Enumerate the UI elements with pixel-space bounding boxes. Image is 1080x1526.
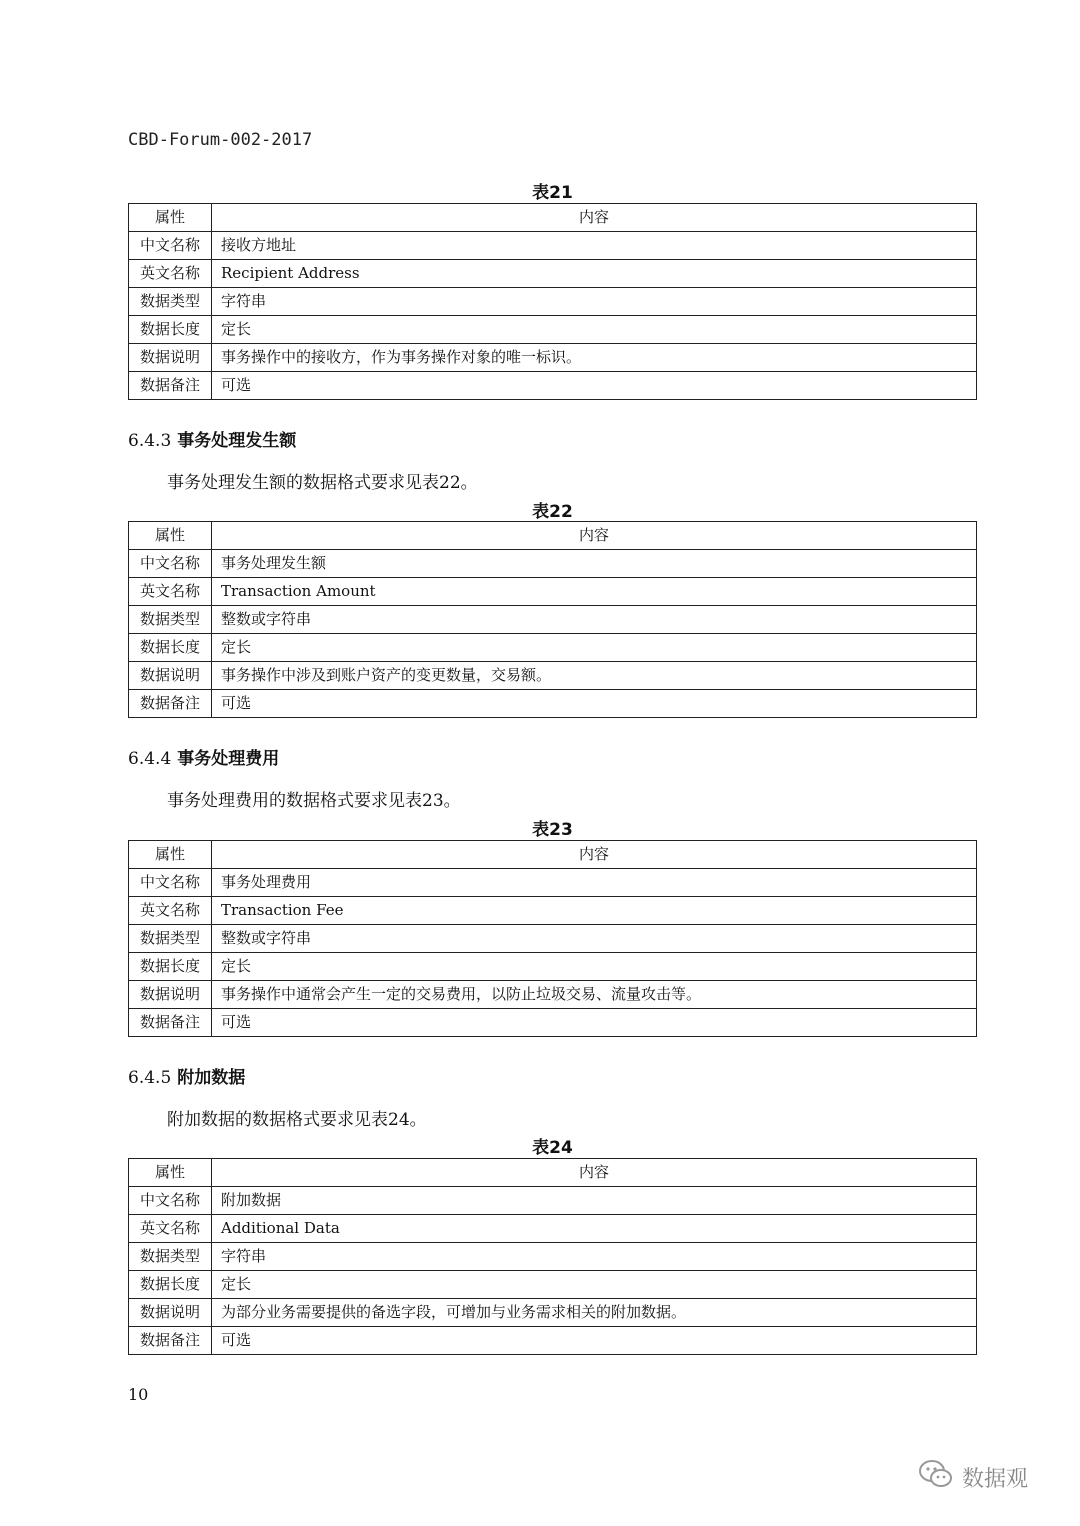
table-header-row (129, 841, 977, 869)
attr-value: 定长 (212, 316, 977, 344)
table-row (129, 1299, 977, 1327)
attr-value: 整数或字符串 (212, 606, 977, 634)
table-caption: 表21 (532, 183, 573, 203)
table-row (129, 1187, 977, 1215)
section-paragraph: 附加数据的数据格式要求见表24。 (167, 1110, 427, 1130)
table-caption: 表24 (532, 1138, 573, 1158)
attr-key: 英文名称 (129, 897, 212, 925)
table-row (129, 925, 977, 953)
attr-value: Additional Data (212, 1215, 977, 1243)
attr-key: 数据长度 (129, 316, 212, 344)
table-header-row (129, 1159, 977, 1187)
section-heading (128, 744, 279, 769)
attr-value: 接收方地址 (212, 232, 977, 260)
attr-value: 可选 (212, 372, 977, 400)
attr-key: 数据长度 (129, 634, 212, 662)
section-title: 事务处理发生额 (177, 431, 297, 451)
table-row (129, 578, 977, 606)
attr-key: 数据说明 (129, 1299, 212, 1327)
attribute-table (128, 203, 977, 400)
attr-key: 数据备注 (129, 690, 212, 718)
table-row (129, 372, 977, 400)
attr-value: 为部分业务需要提供的备选字段，可增加与业务需求相关的附加数据。 (212, 1299, 977, 1327)
attr-value: Transaction Amount (212, 578, 977, 606)
section-title: 附加数据 (177, 1068, 246, 1088)
table-row (129, 953, 977, 981)
table-row (129, 981, 977, 1009)
table-row (129, 869, 977, 897)
attr-key: 数据备注 (129, 1009, 212, 1037)
attr-value: 定长 (212, 634, 977, 662)
header-cell: 属性 (129, 522, 212, 550)
attr-key: 数据类型 (129, 288, 212, 316)
table-header-row (129, 522, 977, 550)
header-cell: 内容 (212, 522, 977, 550)
table-row (129, 260, 977, 288)
table-row (129, 232, 977, 260)
attr-value: 字符串 (212, 1243, 977, 1271)
watermark-text: 数据观 (962, 1466, 1029, 1492)
header-cell: 内容 (212, 1159, 977, 1187)
section-paragraph: 事务处理费用的数据格式要求见表23。 (167, 791, 461, 811)
attr-value: 可选 (212, 1327, 977, 1355)
attr-key: 中文名称 (129, 550, 212, 578)
section-heading (128, 1063, 245, 1088)
attr-key: 数据备注 (129, 372, 212, 400)
attribute-table (128, 840, 977, 1037)
page-number: 10 (128, 1385, 149, 1404)
table-caption: 表22 (532, 502, 573, 522)
section-number: 6.4.3 (128, 431, 172, 451)
watermark (918, 1458, 1028, 1496)
section-title: 事务处理费用 (177, 749, 280, 769)
header-cell: 属性 (129, 204, 212, 232)
table-row (129, 1009, 977, 1037)
attr-key: 数据类型 (129, 1243, 212, 1271)
attr-key: 英文名称 (129, 1215, 212, 1243)
table-row (129, 1215, 977, 1243)
table-row (129, 1271, 977, 1299)
attr-value: 可选 (212, 1009, 977, 1037)
attr-key: 数据说明 (129, 981, 212, 1009)
table-row (129, 690, 977, 718)
section-heading (128, 426, 296, 451)
attr-key: 数据类型 (129, 925, 212, 953)
attr-value: 事务处理发生额 (212, 550, 977, 578)
attr-key: 中文名称 (129, 869, 212, 897)
document-id: CBD-Forum-002-2017 (128, 130, 313, 150)
attr-value: 定长 (212, 1271, 977, 1299)
section-number: 6.4.5 (128, 1068, 172, 1088)
attr-value: 定长 (212, 953, 977, 981)
attr-value: Transaction Fee (212, 897, 977, 925)
wechat-icon (918, 1458, 954, 1496)
header-cell: 内容 (212, 204, 977, 232)
attr-key: 中文名称 (129, 232, 212, 260)
table-row (129, 662, 977, 690)
attr-value: 字符串 (212, 288, 977, 316)
attr-value: 事务操作中涉及到账户资产的变更数量，交易额。 (212, 662, 977, 690)
attribute-table (128, 521, 977, 718)
header-cell: 内容 (212, 841, 977, 869)
attr-value: Recipient Address (212, 260, 977, 288)
attr-key: 数据长度 (129, 1271, 212, 1299)
table-row (129, 897, 977, 925)
table-row (129, 288, 977, 316)
table-row (129, 344, 977, 372)
attr-value: 事务处理费用 (212, 869, 977, 897)
attr-key: 中文名称 (129, 1187, 212, 1215)
header-cell: 属性 (129, 1159, 212, 1187)
attr-key: 英文名称 (129, 260, 212, 288)
attr-value: 整数或字符串 (212, 925, 977, 953)
attribute-table (128, 1158, 977, 1355)
section-number: 6.4.4 (128, 749, 172, 769)
attr-value: 事务操作中的接收方，作为事务操作对象的唯一标识。 (212, 344, 977, 372)
attr-value: 可选 (212, 690, 977, 718)
attr-key: 数据说明 (129, 344, 212, 372)
attr-key: 英文名称 (129, 578, 212, 606)
table-row (129, 1327, 977, 1355)
attr-key: 数据说明 (129, 662, 212, 690)
attr-key: 数据备注 (129, 1327, 212, 1355)
attr-key: 数据长度 (129, 953, 212, 981)
attr-key: 数据类型 (129, 606, 212, 634)
attr-value: 事务操作中通常会产生一定的交易费用，以防止垃圾交易、流量攻击等。 (212, 981, 977, 1009)
table-caption: 表23 (532, 820, 573, 840)
table-header-row (129, 204, 977, 232)
table-row (129, 316, 977, 344)
table-row (129, 550, 977, 578)
attr-value: 附加数据 (212, 1187, 977, 1215)
table-row (129, 606, 977, 634)
table-row (129, 1243, 977, 1271)
table-row (129, 634, 977, 662)
section-paragraph: 事务处理发生额的数据格式要求见表22。 (167, 473, 478, 493)
header-cell: 属性 (129, 841, 212, 869)
